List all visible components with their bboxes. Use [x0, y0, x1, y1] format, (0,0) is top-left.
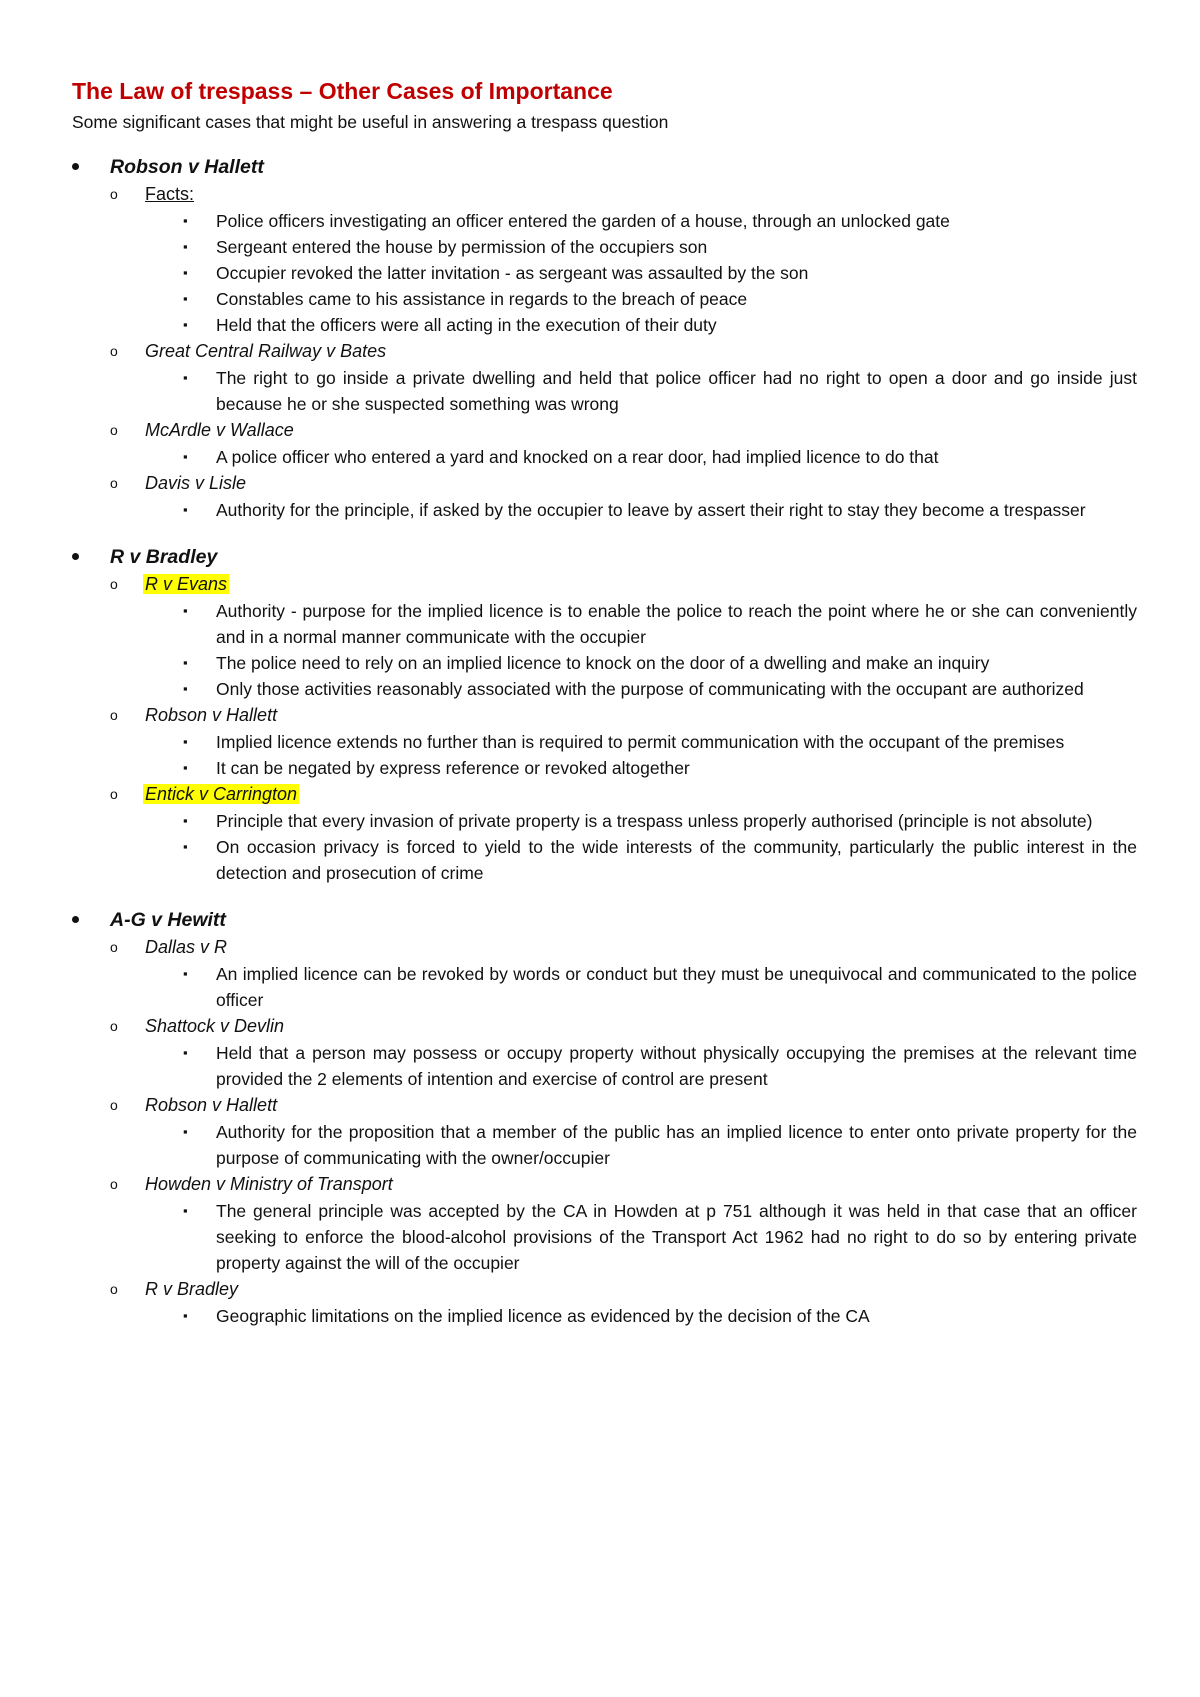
- point-row: [183, 961, 1137, 1013]
- point-row: [183, 1198, 1137, 1276]
- circle-bullet-icon: o: [110, 1018, 118, 1034]
- point-item: [183, 234, 1137, 260]
- point-item: [183, 598, 1137, 650]
- related-case-row: [110, 571, 1137, 598]
- point-item: [183, 808, 1137, 834]
- square-bullet-icon: ▪: [183, 370, 188, 385]
- case-name-text: Howden v Ministry of Transport: [145, 1174, 393, 1194]
- square-bullet-icon: ▪: [183, 1308, 188, 1323]
- square-bullet-icon: ▪: [183, 213, 188, 228]
- square-bullet-icon: ▪: [183, 317, 188, 332]
- point-text: The police need to rely on an implied licence to knock on the door of a dwelling and make an inquiry: [216, 653, 990, 673]
- related-case-label: [145, 181, 194, 208]
- square-bullet-icon: ▪: [183, 1045, 188, 1060]
- square-bullet-icon: ▪: [183, 760, 188, 775]
- square-bullet-icon: ▪: [183, 655, 188, 670]
- circle-bullet-icon: o: [110, 422, 118, 438]
- point-list: [183, 1040, 1137, 1092]
- point-text: Occupier revoked the latter invitation - as sergeant was assaulted by the son: [216, 263, 809, 283]
- point-row: [183, 365, 1137, 417]
- case-heading: A-G v Hewitt: [110, 909, 226, 931]
- related-case-item: [110, 702, 1137, 781]
- related-case-label: [145, 1013, 284, 1040]
- point-item: [183, 444, 1137, 470]
- circle-bullet-icon: o: [110, 576, 118, 592]
- point-list: [183, 808, 1137, 886]
- related-case-item: [110, 470, 1137, 523]
- point-item: [183, 497, 1137, 523]
- point-list: [183, 1198, 1137, 1276]
- square-bullet-icon: ▪: [183, 1203, 188, 1218]
- case-section: [72, 906, 1137, 1329]
- square-bullet-icon: ▪: [183, 239, 188, 254]
- related-case-item: [110, 781, 1137, 886]
- point-row: [183, 1303, 1137, 1329]
- related-case-item: [110, 571, 1137, 702]
- case-name-text: R v Bradley: [145, 1279, 239, 1299]
- related-case-row: [110, 181, 1137, 208]
- related-case-row: [110, 702, 1137, 729]
- point-row: [183, 808, 1137, 834]
- related-case-row: [110, 1013, 1137, 1040]
- point-list: [183, 961, 1137, 1013]
- point-item: [183, 834, 1137, 886]
- point-row: [183, 598, 1137, 650]
- point-row: [183, 755, 1137, 781]
- related-case-label: [145, 417, 294, 444]
- related-case-item: [110, 1276, 1137, 1329]
- case-list: [72, 153, 1137, 1329]
- point-item: [183, 286, 1137, 312]
- related-case-row: [110, 470, 1137, 497]
- circle-bullet-icon: o: [110, 939, 118, 955]
- related-case-row: [110, 417, 1137, 444]
- related-case-item: [110, 181, 1137, 338]
- highlighted-case-name: Entick v Carrington: [145, 784, 298, 804]
- point-list: [183, 598, 1137, 702]
- related-case-label: [145, 1171, 393, 1198]
- case-name-text: Shattock v Devlin: [145, 1016, 285, 1036]
- square-bullet-icon: ▪: [183, 291, 188, 306]
- point-row: [183, 729, 1137, 755]
- related-case-row: [110, 781, 1137, 808]
- point-item: [183, 260, 1137, 286]
- bullet-dot-icon: [72, 906, 110, 934]
- point-text: Principle that every invasion of private property is a trespass unless properly authorised (principle is not absolute): [216, 811, 1093, 831]
- related-case-label: [145, 338, 386, 365]
- point-text: Held that a person may possess or occupy property without physically occupying the premises at the relevant time provided the 2 elements of intention and exercise of control are present: [216, 1043, 1137, 1089]
- page-subtitle: Some significant cases that might be useful in answering a trespass question: [72, 112, 669, 132]
- circle-bullet-icon: o: [110, 786, 118, 802]
- related-case-list: [110, 571, 1137, 886]
- square-bullet-icon: ▪: [183, 813, 188, 828]
- related-case-row: [110, 1171, 1137, 1198]
- case-heading-row: [72, 543, 1137, 571]
- highlighted-case-name: R v Evans: [145, 574, 228, 594]
- point-item: [183, 676, 1137, 702]
- point-list: [183, 1119, 1137, 1171]
- point-item: [183, 312, 1137, 338]
- point-item: [183, 208, 1137, 234]
- point-row: [183, 312, 1137, 338]
- point-list: [183, 208, 1137, 338]
- circle-bullet-icon: o: [110, 1097, 118, 1113]
- related-case-row: [110, 1276, 1137, 1303]
- point-row: [183, 497, 1137, 523]
- page-title: The Law of trespass – Other Cases of Importance: [72, 78, 613, 104]
- point-row: [183, 234, 1137, 260]
- point-text: Authority for the proposition that a member of the public has an implied licence to enter onto private property for the purpose of communicating with the owner/occupier: [216, 1122, 1137, 1168]
- case-heading-row: [72, 153, 1137, 181]
- point-item: [183, 650, 1137, 676]
- point-item: [183, 755, 1137, 781]
- circle-bullet-icon: o: [110, 707, 118, 723]
- related-case-label: [145, 1092, 277, 1119]
- circle-bullet-icon: o: [110, 475, 118, 491]
- point-row: [183, 444, 1137, 470]
- related-case-item: [110, 934, 1137, 1013]
- related-case-label: [145, 781, 299, 808]
- case-section: [72, 153, 1137, 523]
- point-list: [183, 729, 1137, 781]
- case-name-text: Robson v Hallett: [145, 1095, 278, 1115]
- related-case-label: [145, 571, 229, 598]
- point-row: [183, 208, 1137, 234]
- square-bullet-icon: ▪: [183, 502, 188, 517]
- bullet-dot-icon: [72, 153, 110, 181]
- case-name-text: Dallas v R: [145, 937, 228, 957]
- point-text: Constables came to his assistance in regards to the breach of peace: [216, 289, 748, 309]
- related-case-row: [110, 1092, 1137, 1119]
- point-item: [183, 365, 1137, 417]
- related-case-row: [110, 338, 1137, 365]
- point-text: An implied licence can be revoked by words or conduct but they must be unequivocal and communicated to the police officer: [216, 964, 1137, 1010]
- case-heading: Robson v Hallett: [110, 156, 264, 178]
- point-text: Authority for the principle, if asked by the occupier to leave by assert their right to stay they become a trespasser: [216, 500, 1086, 520]
- point-row: [183, 1040, 1137, 1092]
- case-name-text: Robson v Hallett: [145, 705, 278, 725]
- point-text: The right to go inside a private dwelling and held that police officer had no right to open a door and go inside just because he or she suspected something was wrong: [216, 368, 1137, 414]
- circle-bullet-icon: o: [110, 343, 118, 359]
- square-bullet-icon: ▪: [183, 603, 188, 618]
- related-case-label: [145, 934, 227, 961]
- point-row: [183, 834, 1137, 886]
- square-bullet-icon: ▪: [183, 265, 188, 280]
- point-text: A police officer who entered a yard and knocked on a rear door, had implied licence to do that: [216, 447, 939, 467]
- point-text: Sergeant entered the house by permission of the occupiers son: [216, 237, 708, 257]
- bullet-dot-icon: [72, 543, 110, 571]
- point-list: [183, 497, 1137, 523]
- related-case-list: [110, 181, 1137, 523]
- circle-bullet-icon: o: [110, 1281, 118, 1297]
- point-row: [183, 286, 1137, 312]
- dot-glyph: [72, 553, 79, 560]
- dot-glyph: [72, 163, 79, 170]
- point-item: [183, 729, 1137, 755]
- square-bullet-icon: ▪: [183, 734, 188, 749]
- case-name-text: Great Central Railway v Bates: [145, 341, 387, 361]
- point-text: Authority - purpose for the implied licence is to enable the police to reach the point where he or she can conveniently and in a normal manner communicate with the occupier: [216, 601, 1137, 647]
- related-case-item: [110, 1092, 1137, 1171]
- case-heading-row: [72, 906, 1137, 934]
- point-text: Only those activities reasonably associated with the purpose of communicating with the occupant are authorized: [216, 679, 1084, 699]
- case-name-text: Davis v Lisle: [145, 473, 247, 493]
- case-name-text: McArdle v Wallace: [145, 420, 294, 440]
- case-section: [72, 543, 1137, 886]
- point-row: [183, 260, 1137, 286]
- square-bullet-icon: ▪: [183, 966, 188, 981]
- related-case-label: [145, 702, 277, 729]
- point-row: [183, 1119, 1137, 1171]
- point-item: [183, 1040, 1137, 1092]
- related-case-row: [110, 934, 1137, 961]
- square-bullet-icon: ▪: [183, 1124, 188, 1139]
- related-case-item: [110, 1013, 1137, 1092]
- dot-glyph: [72, 916, 79, 923]
- circle-bullet-icon: o: [110, 186, 118, 202]
- case-heading: R v Bradley: [110, 546, 218, 568]
- point-text: It can be negated by express reference or revoked altogether: [216, 758, 690, 778]
- related-case-label: [145, 470, 246, 497]
- square-bullet-icon: ▪: [183, 449, 188, 464]
- point-item: [183, 1198, 1137, 1276]
- case-name-text: Facts:: [145, 184, 195, 204]
- point-text: Held that the officers were all acting in the execution of their duty: [216, 315, 717, 335]
- point-row: [183, 676, 1137, 702]
- square-bullet-icon: ▪: [183, 839, 188, 854]
- point-text: On occasion privacy is forced to yield to the wide interests of the community, particularly the public interest in the detection and prosecution of crime: [216, 837, 1137, 883]
- related-case-label: [145, 1276, 238, 1303]
- point-list: [183, 365, 1137, 417]
- point-text: The general principle was accepted by the CA in Howden at p 751 although it was held in that case that an officer seeking to enforce the blood-alcohol provisions of the Transport Act 1962 had no right to do so by entering private property against the will of the occupier: [216, 1201, 1137, 1273]
- document-content: [72, 76, 1137, 1329]
- related-case-item: [110, 338, 1137, 417]
- related-case-list: [110, 934, 1137, 1329]
- point-text: Police officers investigating an officer entered the garden of a house, through an unlocked gate: [216, 211, 950, 231]
- point-item: [183, 1303, 1137, 1329]
- circle-bullet-icon: o: [110, 1176, 118, 1192]
- point-list: [183, 444, 1137, 470]
- point-row: [183, 650, 1137, 676]
- related-case-item: [110, 1171, 1137, 1276]
- square-bullet-icon: ▪: [183, 681, 188, 696]
- related-case-item: [110, 417, 1137, 470]
- point-text: Implied licence extends no further than is required to permit communication with the occupant of the premises: [216, 732, 1065, 752]
- point-item: [183, 961, 1137, 1013]
- point-list: [183, 1303, 1137, 1329]
- point-item: [183, 1119, 1137, 1171]
- point-text: Geographic limitations on the implied licence as evidenced by the decision of the CA: [216, 1306, 870, 1326]
